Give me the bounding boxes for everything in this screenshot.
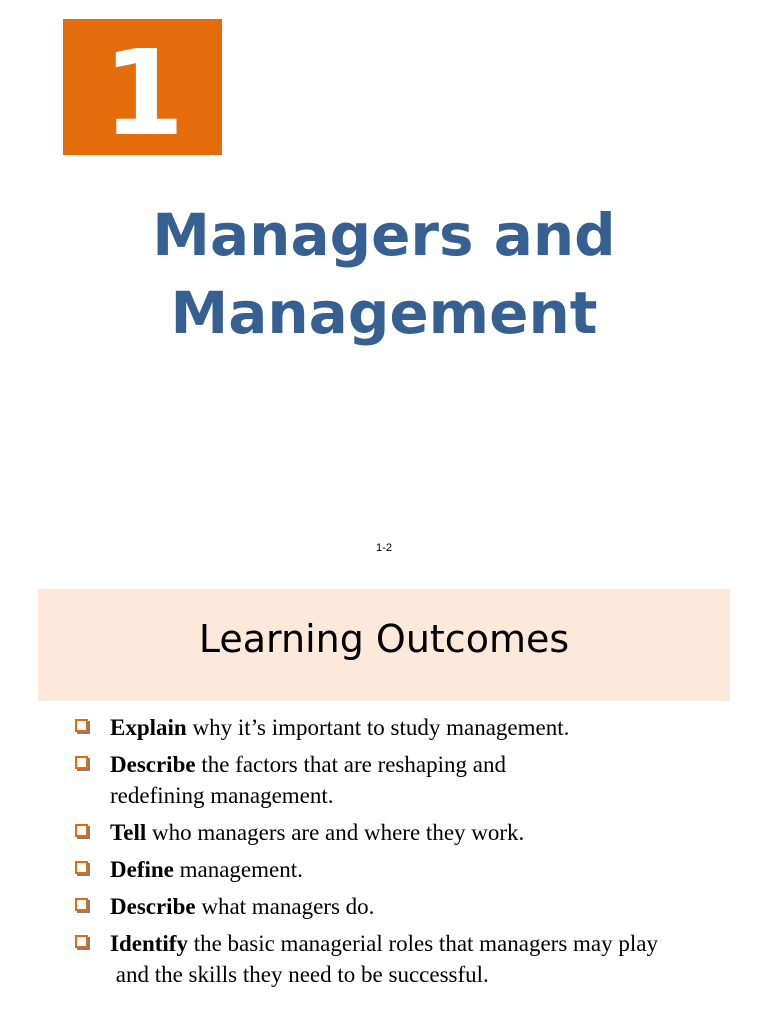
outcome-text: the factors that are reshaping and — [195, 752, 506, 777]
checkbox-bullet-icon — [75, 824, 88, 837]
outcome-text: the basic managerial roles that managers may play — [187, 931, 658, 956]
checkbox-bullet-icon — [75, 861, 88, 874]
checkbox-bullet-icon — [75, 898, 88, 911]
list-item — [72, 749, 742, 811]
list-item — [72, 712, 742, 743]
outcome-verb: Explain — [110, 715, 187, 740]
outcome-verb: Describe — [110, 752, 196, 777]
chapter-number: 1 — [102, 24, 183, 162]
page-title — [0, 196, 768, 352]
list-item — [72, 891, 742, 922]
title-line-1: Managers and — [152, 201, 616, 269]
checkbox-bullet-icon — [75, 935, 88, 948]
checkbox-bullet-icon — [75, 719, 88, 732]
outcome-text: management. — [173, 857, 303, 882]
outcome-verb: Define — [110, 857, 174, 882]
outcome-verb: Describe — [110, 894, 196, 919]
outcome-text-continuation: and the skills they need to be successful. — [110, 962, 489, 987]
learning-outcomes-list — [72, 712, 742, 996]
outcome-text-continuation: redefining management. — [110, 783, 334, 808]
outcome-verb: Tell — [110, 820, 147, 845]
learning-outcomes-heading: Learning Outcomes — [198, 617, 570, 661]
list-item — [72, 854, 742, 885]
list-item — [72, 928, 742, 990]
checkbox-bullet-icon — [75, 756, 88, 769]
outcome-text: what managers do. — [195, 894, 375, 919]
outcome-text: why it’s important to study management. — [186, 715, 570, 740]
outcome-verb: Identify — [110, 931, 188, 956]
list-item — [72, 817, 742, 848]
learning-outcomes-header — [38, 589, 730, 701]
outcome-text: who managers are and where they work. — [146, 820, 525, 845]
title-line-2: Management — [170, 279, 598, 347]
chapter-number-box — [63, 19, 222, 162]
page-number: 1-2 — [376, 542, 392, 554]
